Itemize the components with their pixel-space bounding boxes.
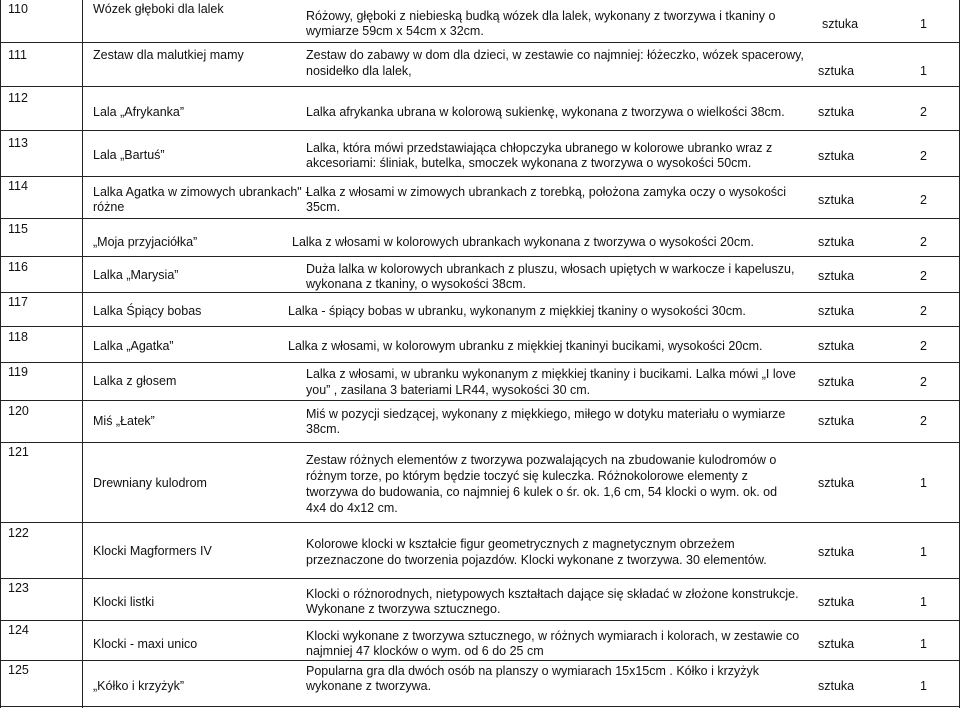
item-description-line: Miś w pozycji siedzącej, wykonany z miękkiego, miłego w dotyku materiału o wymiarze xyxy=(306,407,786,421)
row-divider xyxy=(0,578,960,579)
item-name-line: Lalka Agatka w zimowych ubrankach" - xyxy=(93,185,310,199)
table-divider xyxy=(82,0,83,708)
item-quantity: 2 xyxy=(920,339,927,353)
item-quantity: 2 xyxy=(920,149,927,163)
item-name: Lala „Bartuś” xyxy=(93,148,165,162)
item-description-line: wymiarze 59cm x 54cm x 32cm. xyxy=(306,24,484,38)
row-divider xyxy=(0,326,960,327)
item-description-line: Lalka, która mówi przedstawiająca chłopczyka ubranego w kolorowe ubranko wraz z xyxy=(306,141,773,155)
item-unit: sztuka xyxy=(818,105,855,119)
row-divider xyxy=(0,522,960,523)
item-description-line: Klocki o różnorodnych, nietypowych kształtach dające się składać w złożone konstrukcje. xyxy=(306,587,799,601)
row-number: 112 xyxy=(8,91,28,105)
row-number: 120 xyxy=(8,404,29,418)
item-description-line: Zestaw do zabawy w dom dla dzieci, w zestawie co najmniej: łóżeczko, wózek spacerowy, xyxy=(306,48,804,62)
item-quantity: 1 xyxy=(920,476,927,490)
row-number: 111 xyxy=(8,48,28,62)
item-description-line: Klocki wykonane z tworzywa sztucznego, w różnych wymiarach i kolorach, w zestawie co xyxy=(306,629,800,643)
row-number: 121 xyxy=(8,445,29,459)
row-number: 114 xyxy=(8,179,28,193)
item-quantity: 1 xyxy=(920,64,927,78)
item-description-line: Zestaw różnych elementów z tworzywa pozwalających na zbudowanie kulodromów o xyxy=(306,453,777,467)
item-unit: sztuka xyxy=(818,304,855,318)
item-unit: sztuka xyxy=(818,339,855,353)
item-description-line: akcesoriami: śliniak, butelka, smoczek wykonana z tworzywa o wysokości 50cm. xyxy=(306,156,752,170)
item-quantity: 2 xyxy=(920,269,927,283)
row-number: 124 xyxy=(8,623,29,637)
item-description-line: Wykonane z tworzywa sztucznego. xyxy=(306,602,501,616)
row-number: 119 xyxy=(8,365,28,379)
item-description-line: Lalka z włosami w kolorowych ubrankach wykonana z tworzywa o wysokości 20cm. xyxy=(292,235,754,249)
item-quantity: 2 xyxy=(920,375,927,389)
item-quantity: 2 xyxy=(920,193,927,207)
row-number: 118 xyxy=(8,330,28,344)
item-unit: sztuka xyxy=(818,235,855,249)
item-name: Lalka „Marysia” xyxy=(93,268,179,282)
item-description-line: różnym torze, po którym będzie toczyć się kuleczka. Różnokolorowe elementy z xyxy=(306,469,748,483)
item-description-line: Lalka afrykanka ubrana w kolorową sukienkę, wykonana z tworzywa o wielkości 38cm. xyxy=(306,105,785,119)
table-border-left xyxy=(0,0,1,708)
item-description-line: wykonana z tkaniny, o wysokości 38cm. xyxy=(306,277,527,291)
item-unit: sztuka xyxy=(818,269,855,283)
row-number: 110 xyxy=(8,2,28,16)
item-description-line: najmniej 47 klocków o wym. od 6 do 25 cm xyxy=(306,644,544,658)
item-description-line: you” , zasilana 3 bateriami LR44, wysokości 30 cm. xyxy=(306,383,591,397)
item-quantity: 1 xyxy=(920,679,927,693)
item-description-line: Lalka - śpiący bobas w ubranku, wykonanym z miękkiej tkaniny o wysokości 30cm. xyxy=(288,304,746,318)
row-divider xyxy=(0,130,960,131)
item-quantity: 2 xyxy=(920,414,927,428)
item-description-line: wykonane z tworzywa. xyxy=(306,679,432,693)
item-unit: sztuka xyxy=(818,679,855,693)
item-name: Klocki Magformers IV xyxy=(93,544,212,558)
item-name: Lalka z głosem xyxy=(93,374,177,388)
item-name: „Kółko i krzyżyk” xyxy=(93,679,184,693)
item-unit: sztuka xyxy=(822,17,859,31)
item-name: Wózek głęboki dla lalek xyxy=(93,2,224,16)
item-name: „Moja przyjaciółka” xyxy=(93,235,198,249)
row-number: 117 xyxy=(8,295,28,309)
item-name: Lalka „Agatka” xyxy=(93,339,174,353)
item-description-line: 4x4 do 4x12 cm. xyxy=(306,501,398,515)
item-description-line: nosidełko dla lalek, xyxy=(306,64,412,78)
item-name-line: różne xyxy=(93,200,125,214)
item-quantity: 2 xyxy=(920,235,927,249)
row-divider xyxy=(0,256,960,257)
item-name: Lalka Śpiący bobas xyxy=(93,304,202,318)
row-divider xyxy=(0,86,960,87)
item-description-line: Popularna gra dla dwóch osób na planszy o wymiarach 15x15cm . Kółko i krzyżyk xyxy=(306,664,759,678)
item-quantity: 2 xyxy=(920,304,927,318)
item-description-line: Lalka z włosami w zimowych ubrankach z torebką, położona zamyka oczy o wysokości xyxy=(306,185,787,199)
item-quantity: 1 xyxy=(920,17,927,31)
row-number: 113 xyxy=(8,136,28,150)
item-description-line: Różowy, głęboki z niebieską budką wózek dla lalek, wykonany z tworzywa i tkaniny o xyxy=(306,9,776,23)
item-description-line: 35cm. xyxy=(306,200,341,214)
row-number: 123 xyxy=(8,581,29,595)
item-name: Klocki listki xyxy=(93,595,155,609)
row-divider xyxy=(0,660,960,661)
item-description-line: Duża lalka w kolorowych ubrankach z pluszu, włosach upiętych w warkocze i kapeluszu, xyxy=(306,262,795,276)
item-name: Miś „Łatek” xyxy=(93,414,155,428)
item-quantity: 1 xyxy=(920,545,927,559)
item-unit: sztuka xyxy=(818,595,855,609)
row-number: 122 xyxy=(8,526,29,540)
item-unit: sztuka xyxy=(818,545,855,559)
row-divider xyxy=(0,442,960,443)
item-description-line: Lalka z włosami, w ubranku wykonanym z miękkiej tkaniny i bucikami. Lalka mówi „I love xyxy=(306,367,796,381)
item-name: Zestaw dla malutkiej mamy xyxy=(93,48,244,62)
item-unit: sztuka xyxy=(818,64,855,78)
row-divider xyxy=(0,620,960,621)
row-divider xyxy=(0,42,960,43)
item-unit: sztuka xyxy=(818,375,855,389)
item-quantity: 1 xyxy=(920,637,927,651)
row-divider xyxy=(0,400,960,401)
item-name: Klocki - maxi unico xyxy=(93,637,198,651)
table-border-bottom xyxy=(0,706,960,707)
item-unit: sztuka xyxy=(818,193,855,207)
item-name: Lala „Afrykanka” xyxy=(93,105,185,119)
item-quantity: 1 xyxy=(920,595,927,609)
item-description-line: 38cm. xyxy=(306,422,341,436)
item-quantity: 2 xyxy=(920,105,927,119)
item-description-line: tworzywa do budowania, co najmniej 6 kulek o śr. ok. 1,6 cm, 54 klocki o wym. ok. od xyxy=(306,485,778,499)
row-number: 116 xyxy=(8,260,28,274)
item-description-line: Kolorowe klocki w kształcie figur geometrycznych z magnetycznym obrzeżem xyxy=(306,537,735,551)
item-unit: sztuka xyxy=(818,476,855,490)
item-description-line: przeznaczone do tworzenia pojazdów. Klocki wykonane z tworzywa. 30 elementów. xyxy=(306,553,767,567)
item-unit: sztuka xyxy=(818,414,855,428)
item-unit: sztuka xyxy=(818,637,855,651)
item-description-line: Lalka z włosami, w kolorowym ubranku z miękkiej tkaninyi bucikami, wysokości 20cm. xyxy=(288,339,763,353)
row-number: 125 xyxy=(8,663,29,677)
item-name: Drewniany kulodrom xyxy=(93,476,207,490)
row-divider xyxy=(0,218,960,219)
item-unit: sztuka xyxy=(818,149,855,163)
row-divider xyxy=(0,176,960,177)
row-divider xyxy=(0,362,960,363)
row-number: 115 xyxy=(8,222,28,236)
